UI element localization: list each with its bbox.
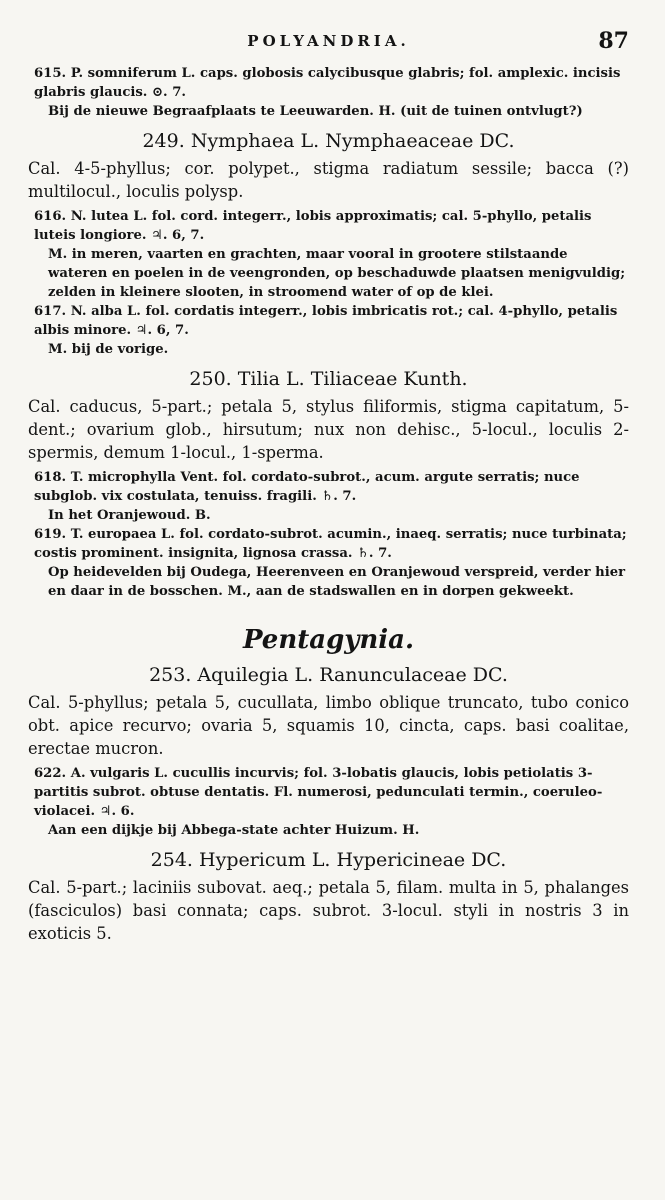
species-text: 617. N. alba L. fol. cordatis integerr., lobis imbricatis rot.; cal. 4-phyllo, petalis albis minore. ♃. 6, 7. [34, 304, 618, 338]
genus-heading-250: 250. Tilia L. Tiliaceae Kunth. [189, 368, 468, 390]
genus-heading-249: 249. Nymphaea L. Nymphaeaceae DC. [142, 130, 515, 152]
page-number: 87 [598, 28, 629, 54]
page-header [28, 28, 629, 64]
species-text: 616. N. lutea L. fol. cord. integerr., lobis approximatis; cal. 5-phyllo, petalis luteis longiore. ♃. 6, 7. [34, 209, 592, 243]
species-text: 615. P. somniferum L. caps. globosis calycibusque glabris; fol. amplexic. incisis glabris glaucis. ⊙. 7. [34, 66, 621, 100]
section-title: Pentagynia. [242, 625, 415, 655]
species-entry-616 [34, 207, 629, 302]
species-entry-619 [34, 525, 629, 601]
species-habitat: M. bij de vorige. [48, 342, 169, 357]
species-text: 618. T. microphylla Vent. fol. cordato-subrot., acum. argute serratis; nuce subglob. vix costulata, tenuiss. fragili. ♄. 7. [34, 470, 580, 504]
running-head: POLYANDRIA. [247, 32, 410, 50]
genus-heading-253: 253. Aquilegia L. Ranunculaceae DC. [149, 664, 508, 686]
species-habitat: Bij de nieuwe Begraafplaats te Leeuwarden. H. (uit de tuinen ontvlugt?) [48, 104, 583, 119]
genus-description-254: Cal. 5-part.; laciniis subovat. aeq.; petala 5, filam. multa in 5, phalanges (fasciculos) basi connata; caps. subrot. 3-locul. styli in nostris 3 in exoticis 5. [28, 878, 629, 943]
species-entry-618 [34, 468, 629, 525]
species-entry-622 [34, 764, 629, 840]
genus-description-249: Cal. 4-5-phyllus; cor. polypet., stigma radiatum sessile; bacca (?) multilocul., loculis polysp. [28, 159, 629, 201]
genus-description-250: Cal. caducus, 5-part.; petala 5, stylus filiformis, stigma capitatum, 5-dent.; ovarium glob., hirsutum; nux non dehisc., 5-locul., loculis 2-spermis, demum 1-locul., 1-sperma. [28, 397, 629, 462]
species-habitat: Aan een dijkje bij Abbega-state achter Huizum. H. [48, 823, 420, 838]
species-entry-615 [34, 64, 629, 121]
species-text: 622. A. vulgaris L. cucullis incurvis; fol. 3-lobatis glaucis, lobis petiolatis 3-partitis subrot. obtuse dentatis. Fl. numerosi, pedunculati termin., coeruleo-violacei. ♃. 6. [34, 766, 603, 819]
genus-heading-254: 254. Hypericum L. Hypericineae DC. [150, 849, 507, 871]
species-entry-617 [34, 302, 629, 359]
species-habitat: M. in meren, vaarten en grachten, maar vooral in grootere stilstaande wateren en poelen in de veengronden, op beschaduwde plaatsen menigvuldig; zelden in kleinere slooten, in stroomend water of op de klei. [48, 247, 626, 300]
genus-description-253: Cal. 5-phyllus; petala 5, cucullata, limbo oblique truncato, tubo conico obt. apice recurvo; ovaria 5, squamis 10, cincta, caps. basi coalitae, erectae mucron. [28, 693, 629, 758]
species-habitat: Op heidevelden bij Oudega, Heerenveen en Oranjewoud verspreid, verder hier en daar in de bosschen. M., aan de stadswallen en in dorpen gekweekt. [48, 565, 626, 599]
species-text: 619. T. europaea L. fol. cordato-subrot. acumin., inaeq. serratis; nuce turbinata; costis prominent. insignita, lignosa crassa. ♄. 7. [34, 527, 627, 561]
species-habitat: In het Oranjewoud. B. [48, 508, 211, 523]
